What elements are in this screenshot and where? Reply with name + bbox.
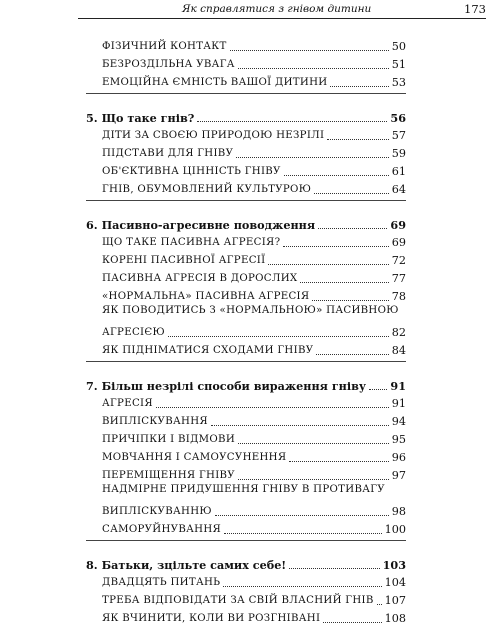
sub-page-number: 95	[391, 433, 406, 446]
sub-label: «НОРМАЛЬНА» ПАСИВНА АГРЕСІЯ	[102, 291, 310, 302]
dot-leader	[230, 50, 389, 51]
dot-leader	[312, 300, 388, 301]
sub-line	[86, 72, 406, 90]
sub-entry	[86, 447, 406, 465]
sub-page-number: 82	[391, 326, 406, 339]
chapter-line	[86, 375, 406, 393]
sub-page-number: 100	[384, 523, 406, 536]
sub-label: ВИПЛІСКУВАННЯ	[102, 416, 208, 427]
sub-label: ОБ'ЄКТИВНА ЦІННІСТЬ ГНІВУ	[102, 166, 281, 177]
dot-leader	[377, 604, 382, 605]
dot-leader	[215, 515, 389, 516]
sub-page-number: 94	[391, 415, 406, 428]
dot-leader	[330, 86, 388, 87]
dot-leader	[369, 389, 387, 390]
sub-page-number: 50	[391, 40, 406, 53]
chapter-line	[86, 554, 406, 572]
dot-leader	[211, 425, 389, 426]
section-divider	[86, 200, 406, 214]
sub-page-number: 104	[384, 576, 406, 589]
section-divider	[86, 93, 406, 107]
dot-leader	[284, 175, 389, 176]
running-title: Як справлятися з гнівом дитини	[182, 3, 372, 15]
sub-line	[86, 519, 406, 537]
sub-entry	[86, 72, 406, 90]
sub-page-number: 78	[391, 290, 406, 303]
sub-page-number: 107	[384, 594, 406, 607]
sub-entry	[86, 340, 406, 358]
sub-label: БЕЗРОЗДІЛЬНА УВАГА	[102, 59, 235, 70]
sub-entry	[86, 465, 406, 483]
sub-label: АГРЕСІЯ	[102, 398, 153, 409]
sub-entry	[86, 179, 406, 197]
sub-line	[86, 411, 406, 429]
sub-label: ПЕРЕМІЩЕННЯ ГНІВУ	[102, 470, 235, 481]
dot-leader	[318, 228, 387, 229]
dot-leader	[323, 622, 381, 623]
dot-leader	[327, 139, 388, 140]
sub-page-number: 53	[391, 76, 406, 89]
sub-page-number: 64	[391, 183, 406, 196]
sub-line	[86, 572, 406, 590]
chapter-page-number: 91	[390, 379, 406, 393]
chapter-page-number: 69	[390, 218, 406, 232]
chapter-line	[86, 214, 406, 232]
sub-entry	[86, 519, 406, 537]
dot-leader	[283, 246, 388, 247]
sub-line	[86, 143, 406, 161]
dot-leader	[289, 568, 379, 569]
sub-label-continuation: ВИПЛІСКУВАННЮ	[102, 506, 212, 517]
sub-page-number: 84	[391, 344, 406, 357]
sub-line	[86, 322, 406, 340]
sub-label: НАДМІРНЕ ПРИДУШЕННЯ ГНІВУ В ПРОТИВАГУ	[102, 484, 385, 495]
sub-entry	[86, 286, 406, 304]
sub-line	[86, 125, 406, 143]
sub-entry	[86, 393, 406, 411]
chapter-page-number: 103	[382, 558, 406, 572]
sub-line	[86, 393, 406, 411]
sub-entry	[86, 322, 406, 340]
sub-page-number: 96	[391, 451, 406, 464]
sub-line	[86, 465, 406, 483]
sub-line	[86, 36, 406, 54]
dot-leader	[197, 121, 387, 122]
sub-entry-first-line	[86, 304, 406, 322]
sub-entry	[86, 411, 406, 429]
dot-leader	[236, 157, 388, 158]
chapter-page-number: 56	[390, 111, 406, 125]
chapter-entry	[86, 554, 406, 572]
sub-label: ПАСИВНА АГРЕСІЯ В ДОРОСЛИХ	[102, 273, 298, 284]
sub-label: САМОРУЙНУВАННЯ	[102, 524, 222, 535]
sub-entry	[86, 608, 406, 626]
sub-entry	[86, 268, 406, 286]
chapter-label: 8. Батьки, зцільте самих себе!	[86, 558, 287, 572]
sub-line	[86, 286, 406, 304]
sub-label-continuation: АГРЕСІЄЮ	[102, 327, 165, 338]
sub-entry	[86, 54, 406, 72]
sub-page-number: 97	[391, 469, 406, 482]
dot-leader	[238, 68, 389, 69]
sub-entry	[86, 590, 406, 608]
sub-page-number: 57	[391, 129, 406, 142]
sub-label: ДВАДЦЯТЬ ПИТАНЬ	[102, 577, 221, 588]
chapter-entry	[86, 375, 406, 393]
dot-leader	[314, 193, 389, 194]
sub-entry	[86, 36, 406, 54]
sub-entry	[86, 572, 406, 590]
sub-line	[86, 268, 406, 286]
dot-leader	[238, 443, 389, 444]
sub-label: ЯК ВЧИНИТИ, КОЛИ ВИ РОЗГНІВАНІ	[102, 613, 321, 624]
sub-entry	[86, 429, 406, 447]
running-header	[78, 0, 486, 19]
sub-label: КОРЕНІ ПАСИВНОЇ АГРЕСІЇ	[102, 255, 266, 266]
sub-label: ЯК ПОВОДИТИСЬ З «НОРМАЛЬНОЮ» ПАСИВНОЮ	[102, 305, 399, 316]
sub-line	[86, 429, 406, 447]
section-divider	[86, 540, 406, 554]
sub-label: ЯК ПІДНІМАТИСЯ СХОДАМИ ГНІВУ	[102, 345, 314, 356]
sub-entry	[86, 250, 406, 268]
sub-page-number: 69	[391, 236, 406, 249]
sub-line	[86, 250, 406, 268]
sub-page-number: 72	[391, 254, 406, 267]
sub-line	[86, 54, 406, 72]
dot-leader	[156, 407, 389, 408]
chapter-line	[86, 107, 406, 125]
sub-line	[86, 232, 406, 250]
sub-label: ЕМОЦІЙНА ЄМНІСТЬ ВАШОЇ ДИТИНИ	[102, 77, 328, 88]
sub-label: ПІДСТАВИ ДЛЯ ГНІВУ	[102, 148, 234, 159]
sub-entry	[86, 501, 406, 519]
sub-label: ПРИЧІПКИ І ВІДМОВИ	[102, 434, 236, 445]
sub-entry	[86, 232, 406, 250]
sub-line	[86, 608, 406, 626]
sub-page-number: 91	[391, 397, 406, 410]
sub-line	[86, 340, 406, 358]
section-divider	[86, 361, 406, 375]
sub-page-number: 51	[391, 58, 406, 71]
chapter-label: 5. Що таке гнів?	[86, 111, 195, 125]
sub-label: ГНІВ, ОБУМОВЛЕНИЙ КУЛЬТУРОЮ	[102, 184, 312, 195]
dot-leader	[289, 461, 388, 462]
dot-leader	[224, 533, 382, 534]
sub-label: ФІЗИЧНИЙ КОНТАКТ	[102, 41, 227, 52]
sub-line	[86, 501, 406, 519]
sub-page-number: 108	[384, 612, 406, 625]
sub-label: ЩО ТАКЕ ПАСИВНА АГРЕСІЯ?	[102, 237, 281, 248]
sub-entry-first-line	[86, 483, 406, 501]
sub-line	[86, 161, 406, 179]
dot-leader	[268, 264, 388, 265]
header-rule	[78, 18, 486, 19]
dot-leader	[300, 282, 388, 283]
chapter-label: 6. Пасивно-агресивне поводження	[86, 218, 316, 232]
page-number: 173	[464, 2, 486, 16]
chapter-label: 7. Більш незрілі способи вираження гніву	[86, 379, 367, 393]
table-of-contents	[86, 36, 406, 626]
chapter-entry	[86, 107, 406, 125]
sub-page-number: 61	[391, 165, 406, 178]
sub-line	[86, 447, 406, 465]
sub-entry	[86, 143, 406, 161]
sub-label: ТРЕБА ВІДПОВІДАТИ ЗА СВІЙ ВЛАСНИЙ ГНІВ	[102, 595, 374, 606]
sub-entry	[86, 125, 406, 143]
dot-leader	[168, 336, 389, 337]
sub-page-number: 77	[391, 272, 406, 285]
sub-line	[86, 179, 406, 197]
sub-entry	[86, 161, 406, 179]
sub-page-number: 98	[391, 505, 406, 518]
chapter-entry	[86, 214, 406, 232]
dot-leader	[238, 479, 389, 480]
sub-line	[86, 590, 406, 608]
dot-leader	[223, 586, 381, 587]
sub-label: ДІТИ ЗА СВОЄЮ ПРИРОДОЮ НЕЗРІЛІ	[102, 130, 325, 141]
dot-leader	[316, 354, 388, 355]
sub-label: МОВЧАННЯ І САМОУСУНЕННЯ	[102, 452, 287, 463]
sub-page-number: 59	[391, 147, 406, 160]
